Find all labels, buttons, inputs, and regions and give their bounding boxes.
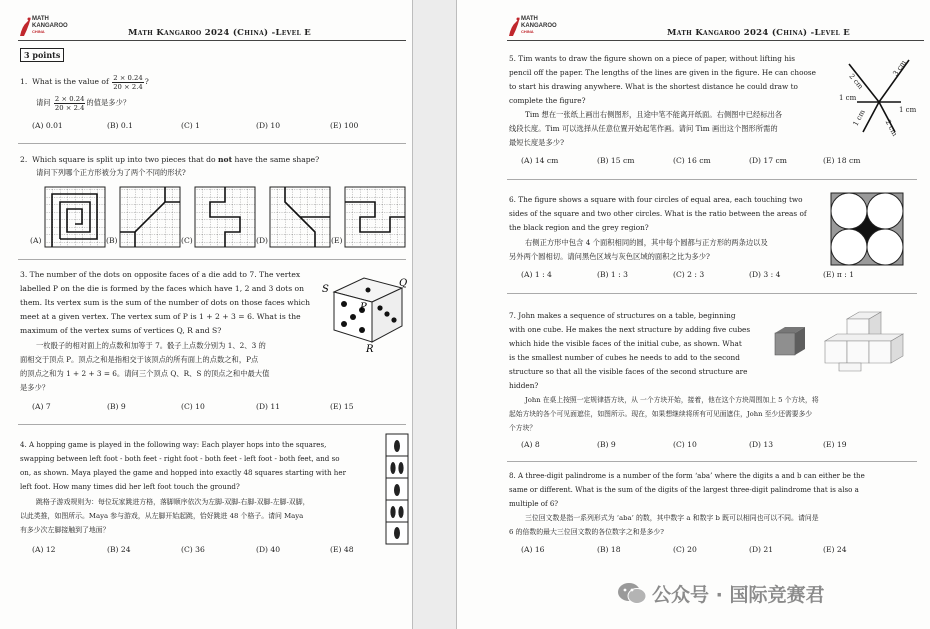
q1-zh xyxy=(36,93,130,113)
q4-zh-1: 跳格子游戏规则为：每位玩家跳进方格，落脚顺序依次为左脚-双脚-右脚-双脚-左脚-双脚， xyxy=(36,498,310,506)
q1-zh-post: 的值是多少？ xyxy=(86,98,131,107)
q8-option-b[interactable]: (B) 18 xyxy=(597,545,621,554)
q4-option-a[interactable]: (A) 12 xyxy=(32,545,56,554)
q7-line-3: which hide the visible faces of the initial cube, as shown. What xyxy=(509,339,742,348)
q1-zh-denominator: 20 × 2.4 xyxy=(54,103,85,112)
q1-option-a[interactable]: (A) 0.01 xyxy=(32,121,63,130)
page-header xyxy=(18,14,406,41)
q4-option-b[interactable]: (B) 24 xyxy=(107,545,131,554)
page-header-right xyxy=(507,14,924,41)
q3-line-3: them. Its vertex sum is the sum of the number of dots on those faces which xyxy=(20,298,311,307)
q5-option-b[interactable]: (B) 15 cm xyxy=(597,156,635,165)
q3-option-e[interactable]: (E) 15 xyxy=(330,402,354,411)
q3-option-c[interactable]: (C) 10 xyxy=(181,402,205,411)
q1-option-b[interactable]: (B) 0.1 xyxy=(107,121,133,130)
q5-label-1cm-right: 1 cm xyxy=(899,106,917,114)
math-kangaroo-logo-right xyxy=(507,14,577,38)
q1-denominator: 20 × 2.4 xyxy=(113,82,143,91)
q3-line-1: 3. The number of the dots on opposite faces of a die add to 7. The vertex xyxy=(20,270,301,279)
q6-option-a[interactable]: (A) 1 : 4 xyxy=(521,270,552,279)
q5-option-d[interactable]: (D) 17 cm xyxy=(749,156,787,165)
divider-q6 xyxy=(507,293,917,294)
q2-label-b[interactable]: (B) xyxy=(106,236,118,245)
q7-zh-2: 起始方块的各个可见面遮住，如图所示。现在，如果想继续将所有可见面遮住，John 至少还需要多少 xyxy=(509,410,813,418)
q7-line-6: hidden? xyxy=(509,381,539,390)
q7-line-2: with one cube. He makes the next structure by adding five cubes xyxy=(509,325,751,334)
q3-option-d[interactable]: (D) 11 xyxy=(256,402,281,411)
q6-option-c[interactable]: (C) 2 : 3 xyxy=(673,270,705,279)
logo-text-china: CHINA xyxy=(32,29,45,34)
q3-zh-3: 的顶点之和为 1 + 2 + 3 = 6。请问三个顶点 Q、R、S 的顶点之和中最大值 xyxy=(20,369,270,378)
q5-zh-2: 线段长度。Tim 可以选择从任意位置开始起笔作画。请问 Tim 画出这个图形所需的 xyxy=(509,124,778,133)
q1-option-e[interactable]: (E) 100 xyxy=(330,121,359,130)
q5-line-1: 5. Tim wants to draw the figure shown on a piece of paper, without lifting his xyxy=(509,54,796,63)
q4-hop-figure xyxy=(386,434,408,544)
q6-line-1: 6. The figure shows a square with four circles of equal area, each touching two xyxy=(509,195,803,204)
vertex-p: P xyxy=(360,302,367,313)
q6-circles-figure xyxy=(831,193,903,265)
q7-line-1: 7. John makes a sequence of structures on a table, beginning xyxy=(509,311,736,320)
watermark-text: 公众号 · 国际竞赛君 xyxy=(652,584,825,606)
q3-line-4: meet at a given vertex. The vertex sum of P is 1 + 2 + 3 = 6. What is the xyxy=(20,312,301,321)
divider-q1 xyxy=(18,143,406,144)
q4-option-d[interactable]: (D) 40 xyxy=(256,545,281,554)
kangaroo-icon xyxy=(507,16,521,38)
q2-text-a: Which square is split up into two pieces that do xyxy=(32,155,218,164)
q7-option-b[interactable]: (B) 9 xyxy=(597,440,616,449)
q6-line-2: sides of the square and two other circles. What is the ratio between the areas of xyxy=(509,209,807,218)
page-gutter xyxy=(412,0,457,629)
q7-line-4: is the smallest number of cubes he needs to add to the second xyxy=(509,353,740,362)
cube-structure xyxy=(825,312,903,371)
q5-line-2: pencil off the paper. The lengths of the lines are given in the figure. He can choose xyxy=(509,68,816,77)
right-page xyxy=(457,0,930,629)
vertex-r: R xyxy=(366,344,374,355)
page-title: Math Kangaroo 2024 (China) -Level E xyxy=(128,28,311,38)
q6-zh-1: 右侧正方形中包含 4 个面积相同的圆，其中每个圆都与正方形的两条边以及 xyxy=(525,238,768,247)
q7-zh-1: John 在桌上按照一定规律搭方块，从 一个方块开始，接着，他在这个方块周围加上 5 个方块，将 xyxy=(525,396,819,404)
q4-zh-3: 有多少次左脚接触到了地面？ xyxy=(20,526,110,534)
q5-label-1cm-bottom: 1 cm xyxy=(851,108,867,128)
q8-line-2: same or different. What is the sum of the digits of the largest three-digit palindrome that is also a xyxy=(509,485,859,494)
q5-label-2cm-bottom: 2 cm xyxy=(883,118,899,138)
q1-question xyxy=(20,72,149,92)
q6-option-b[interactable]: (B) 1 : 3 xyxy=(597,270,628,279)
q4-zh-2: 以此类推，如图所示。Maya 参与游戏，从左脚开始起跳，恰好跳进 48 个格子。请问 Maya xyxy=(20,512,304,520)
q1-text: What is the value of xyxy=(32,77,109,86)
q7-option-e[interactable]: (E) 19 xyxy=(823,440,847,449)
q6-option-d[interactable]: (D) 3 : 4 xyxy=(749,270,781,279)
q5-option-c[interactable]: (C) 16 cm xyxy=(673,156,711,165)
q8-option-d[interactable]: (D) 21 xyxy=(749,545,774,554)
q4-line-3: on, as shown. Maya played the game and hopped into exactly 48 squares starting with her xyxy=(20,468,346,477)
q8-zh-2: 6 的倍数的最大三位回文数的各位数字之和是多少? xyxy=(509,528,664,536)
q5-option-e[interactable]: (E) 18 cm xyxy=(823,156,861,165)
q8-line-3: multiple of 6? xyxy=(509,499,559,508)
q8-line-1: 8. A three-digit palindrome is a number of the form ‘aba’ where the digits a and b can either be the xyxy=(509,471,865,480)
q3-zh-2: 面相交于顶点 P。顶点之和是指相交于该顶点的所有面上的点数之和，P点 xyxy=(20,355,259,364)
divider-q5 xyxy=(507,179,917,180)
logo-text-math: MATH xyxy=(32,16,49,22)
q7-line-5: structure so that all the visible faces of the second structure are xyxy=(509,367,748,376)
q1-fraction xyxy=(112,74,143,91)
q2-label-e[interactable]: (E) xyxy=(331,236,343,245)
q2-label-d[interactable]: (D) xyxy=(256,236,269,245)
q6-option-e[interactable]: (E) π : 1 xyxy=(823,270,855,279)
q7-cubes-figure xyxy=(769,305,919,375)
vertex-s: S xyxy=(322,284,329,295)
q5-line-3: to start his drawing anywhere. What is the shortest distance he could draw to xyxy=(509,82,798,91)
points-label: 3 points xyxy=(20,48,64,62)
page-title-right: Math Kangaroo 2024 (China) -Level E xyxy=(667,28,850,38)
q5-label-1cm-left: 1 cm xyxy=(839,94,857,102)
left-page xyxy=(0,0,412,629)
logo-text-kangaroo: KANGAROO xyxy=(32,23,68,29)
q3-die-figure xyxy=(320,272,410,355)
q8-option-a[interactable]: (A) 16 xyxy=(521,545,545,554)
q4-option-c[interactable]: (C) 36 xyxy=(181,545,205,554)
q2-square-a[interactable] xyxy=(45,187,105,247)
q2-text-b: have the same shape? xyxy=(232,155,320,164)
q2-square-d[interactable] xyxy=(270,187,330,247)
q3-zh-4: 是多少？ xyxy=(20,383,50,392)
q1-zh-fraction xyxy=(54,95,85,112)
q5-label-2cm-top: 2 cm xyxy=(847,72,865,91)
logo-text-china: CHINA xyxy=(521,29,534,34)
q4-line-2: swapping between left foot - both feet - right foot - both feet - left foot - both feet, and so xyxy=(20,454,340,463)
q5-line-4: complete the figure? xyxy=(509,96,586,105)
q6-zh-2: 另外两个圆相切。请问黑色区域与灰色区域的面积之比为多少? xyxy=(509,252,710,261)
q5-line-figure xyxy=(839,52,919,142)
q3-line-5: maximum of the vertex sums of vertices Q, R and S? xyxy=(20,326,222,335)
q5-zh-3: 最短长度是多少? xyxy=(509,138,564,147)
q2-zh: 请问下列哪个正方形被分为了两个不同的形状? xyxy=(36,168,186,177)
q2-number: 2. xyxy=(20,155,28,164)
q1-number: 1. xyxy=(20,77,28,86)
q4-line-1: 4. A hopping game is played in the following way: Each player hops into the squares, xyxy=(20,440,327,449)
q5-option-a[interactable]: (A) 14 cm xyxy=(521,156,559,165)
q2-square-e[interactable] xyxy=(345,187,405,247)
q7-option-a[interactable]: (A) 8 xyxy=(521,440,540,449)
single-cube xyxy=(775,327,805,355)
kangaroo-icon xyxy=(18,16,32,38)
q8-option-e[interactable]: (E) 24 xyxy=(823,545,847,554)
q2-text-not: not xyxy=(217,155,233,164)
math-kangaroo-logo xyxy=(18,14,88,38)
q1-zh-pre: 请问 xyxy=(36,98,51,107)
q5-label-3cm: 3 cm xyxy=(891,58,908,78)
q6-line-3: the black region and the grey region? xyxy=(509,223,649,232)
logo-text-kangaroo: KANGAROO xyxy=(521,23,557,29)
q3-zh-1: 一枚骰子的相对面上的点数和加等于 7。骰子上点数分别为 1、2、3 的 xyxy=(36,341,266,350)
q4-line-4: left foot. How many times did her left foot touch the ground? xyxy=(20,482,240,491)
q2-question xyxy=(20,153,319,167)
q5-zh-1: Tim 想在一张纸上画出右侧图形，且途中笔不能离开纸面。右侧图中已经标出各 xyxy=(525,110,783,119)
q3-option-a[interactable]: (A) 7 xyxy=(32,402,51,411)
q4-option-e[interactable]: (E) 48 xyxy=(330,545,354,554)
q1-zh-numerator: 2 × 0.24 xyxy=(54,94,85,103)
q1-numerator: 2 × 0.24 xyxy=(113,73,143,82)
logo-text-math: MATH xyxy=(521,16,538,22)
divider-q3 xyxy=(18,424,406,425)
q1-option-d[interactable]: (D) 10 xyxy=(256,121,281,130)
q2-square-b[interactable] xyxy=(120,187,180,247)
q1-option-c[interactable]: (C) 1 xyxy=(181,121,200,130)
q7-option-c[interactable]: (C) 10 xyxy=(673,440,697,449)
q3-line-2: labelled P on the die is formed by the faces which have 1, 2 and 3 dots on xyxy=(20,284,305,293)
q3-option-b[interactable]: (B) 9 xyxy=(107,402,126,411)
q7-option-d[interactable]: (D) 13 xyxy=(749,440,774,449)
divider-q7 xyxy=(507,461,917,462)
die-icon xyxy=(334,278,402,342)
q8-zh-1: 三位回文数是指一系列形式为 ‘aba’ 的数，其中数字 a 和数字 b 既可以相同也可以不同。请问是 xyxy=(525,514,819,522)
wechat-icon xyxy=(617,581,647,605)
q2-square-c[interactable] xyxy=(195,187,255,247)
divider-q2 xyxy=(18,259,406,260)
q1-qmark: ? xyxy=(144,77,149,86)
q7-zh-3: 个方块？ xyxy=(509,424,537,432)
q2-label-a[interactable]: (A) xyxy=(30,236,42,245)
q2-label-c[interactable]: (C) xyxy=(181,236,193,245)
q8-option-c[interactable]: (C) 20 xyxy=(673,545,697,554)
vertex-q: Q xyxy=(399,278,408,289)
